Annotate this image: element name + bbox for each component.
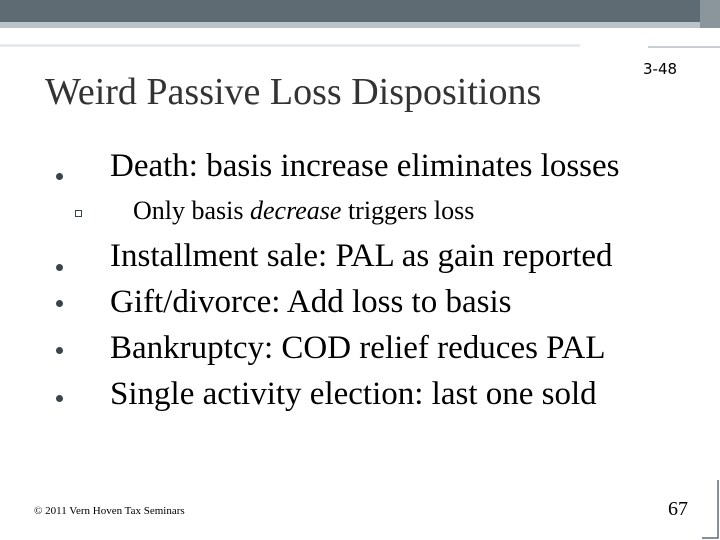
bullet-dot	[56, 173, 63, 180]
bullet-item: Bankruptcy: COD relief reduces PAL	[110, 330, 606, 366]
bullet-item: Death: basis increase eliminates losses	[110, 148, 620, 184]
bullet-dot	[56, 347, 63, 354]
bullet-item: Single activity election: last one sold	[110, 376, 597, 412]
slide-id: 3-48	[643, 60, 678, 78]
footer-page-number: 67	[668, 498, 688, 520]
sub-bullet-item	[133, 196, 474, 226]
bullet-item: Gift/divorce: Add loss to basis	[110, 284, 512, 320]
sub-bullet-square	[75, 210, 82, 217]
sub-bullet-prefix: Only basis	[133, 196, 250, 225]
slide-title: Weird Passive Loss Dispositions	[45, 71, 542, 113]
bullet-item: Installment sale: PAL as gain reported	[110, 238, 613, 274]
sub-bullet-suffix: triggers loss	[341, 196, 475, 225]
sub-bullet-emphasis: decrease	[250, 196, 342, 225]
bullet-dot	[56, 264, 63, 271]
bullet-dot	[56, 395, 63, 402]
footer-copyright: © 2011 Vern Hoven Tax Seminars	[34, 505, 185, 517]
bullet-dot	[56, 300, 63, 307]
corner-bracket	[700, 478, 720, 540]
